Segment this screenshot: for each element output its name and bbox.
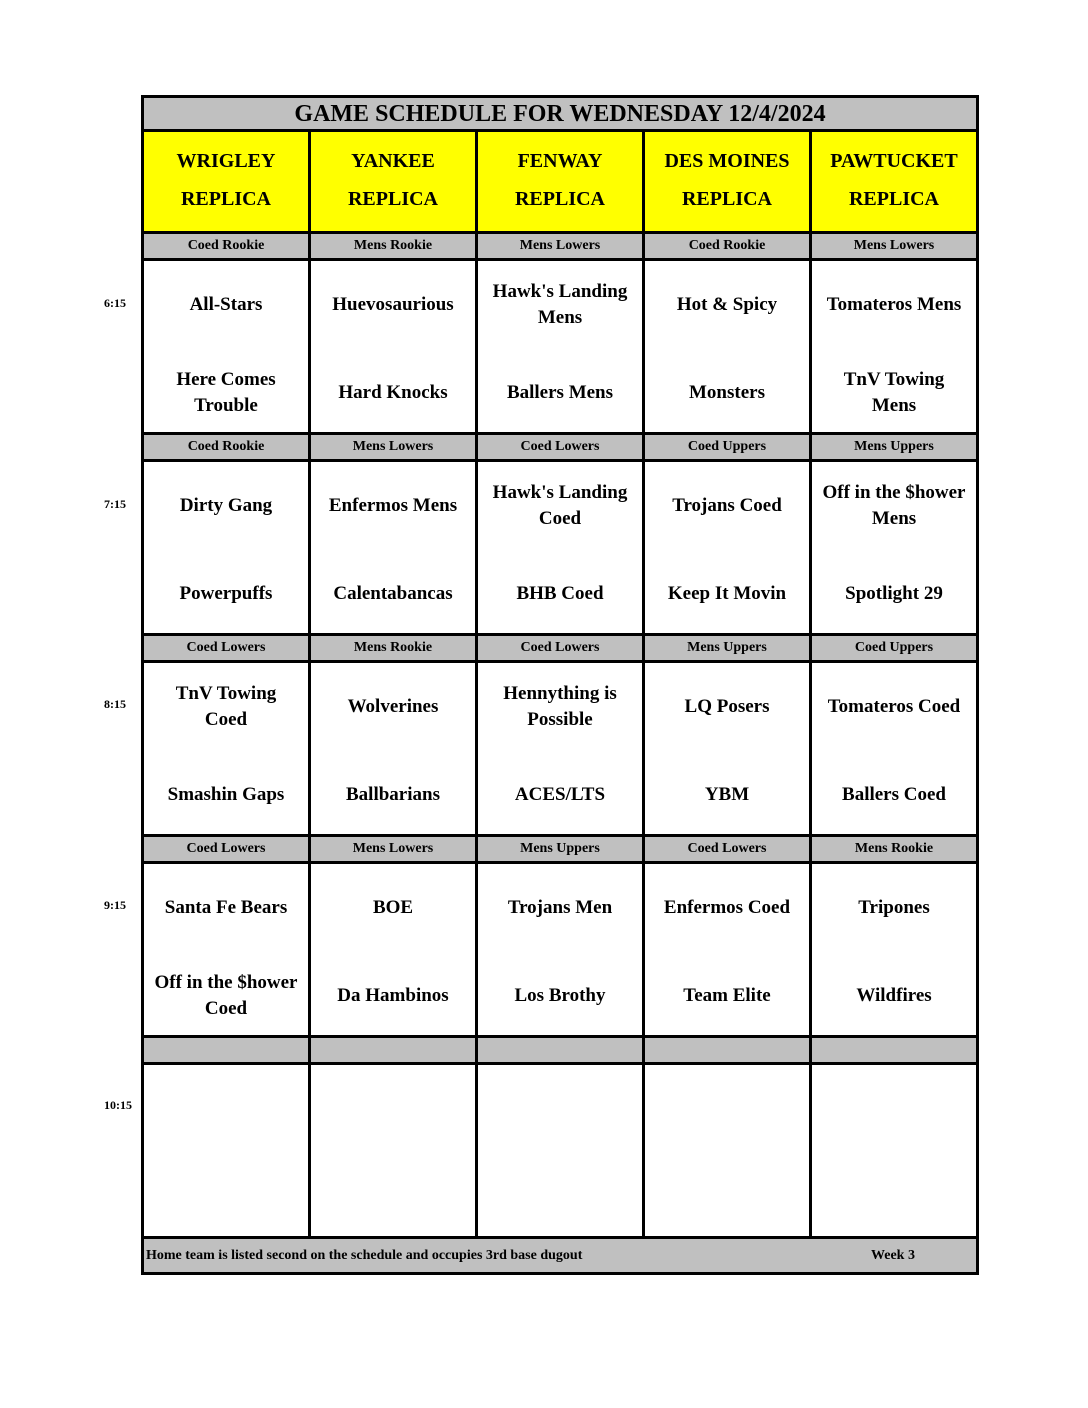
game-cell (812, 864, 979, 1038)
division-label: Coed Lowers (141, 837, 311, 864)
game-cell (812, 261, 979, 435)
team-name-line: Possible (527, 709, 593, 730)
division-row (141, 636, 979, 663)
team-name-line: Hard Knocks (338, 382, 448, 403)
team-name-line: Tomateros Coed (827, 696, 961, 717)
team-name-line: Powerpuffs (179, 583, 273, 604)
away-team (645, 493, 809, 519)
division-label (311, 1038, 478, 1065)
time-label: 8:15 (104, 697, 126, 711)
team-name-line: Mens (871, 395, 917, 416)
home-team (311, 782, 475, 808)
away-team (812, 895, 976, 921)
game-cell (311, 663, 478, 837)
schedule-footer (141, 1239, 979, 1275)
venue-des-moines: DES MOINES REPLICA (645, 132, 812, 234)
away-team (144, 493, 308, 519)
team-name-line: Hennything is (503, 683, 617, 704)
games-row (141, 864, 979, 1038)
team-name-line: Trojans Coed (672, 495, 782, 516)
division-label: Mens Uppers (478, 837, 645, 864)
division-label: Mens Uppers (812, 435, 979, 462)
team-name-line: Tripones (858, 897, 930, 918)
team-name-line: Spotlight 29 (845, 583, 943, 604)
away-team (812, 480, 976, 532)
venue-yankee: YANKEE REPLICA (311, 132, 478, 234)
game-cell (311, 864, 478, 1038)
away-team (144, 681, 308, 733)
game-cell (141, 663, 311, 837)
team-name-line: Here Comes (176, 369, 276, 390)
home-team (812, 581, 976, 607)
away-team (812, 694, 976, 720)
schedule-title: GAME SCHEDULE FOR WEDNESDAY 12/4/2024 (141, 95, 979, 132)
team-name-line: Enfermos Coed (663, 897, 791, 918)
team-name-line: Off in the $hower (154, 972, 298, 993)
team-name-line: Mens (537, 307, 583, 328)
away-team (478, 895, 642, 921)
division-label: Mens Lowers (311, 837, 478, 864)
away-team (144, 895, 308, 921)
game-cell (311, 462, 478, 636)
division-label: Mens Uppers (645, 636, 812, 663)
venue-header-row (141, 132, 979, 234)
team-name-line: ACES/LTS (514, 784, 606, 805)
time-label: 9:15 (104, 898, 126, 912)
game-cell (141, 462, 311, 636)
division-label: Mens Lowers (311, 435, 478, 462)
team-name-line: Mens (871, 508, 917, 529)
home-team (311, 983, 475, 1009)
time-slots (141, 234, 979, 1239)
away-team (478, 681, 642, 733)
division-label: Mens Lowers (478, 234, 645, 261)
team-name-line: Coed (204, 709, 248, 730)
home-team (478, 581, 642, 607)
game-cell (478, 663, 645, 837)
team-name-line: Da Hambinos (337, 985, 449, 1006)
games-row (141, 462, 979, 636)
schedule-table (141, 95, 979, 1275)
away-team (645, 292, 809, 318)
team-name-line: Trojans Men (507, 897, 613, 918)
team-name-line: Huevosaurious (332, 294, 454, 315)
home-team (144, 367, 308, 419)
division-label: Coed Uppers (812, 636, 979, 663)
venue-wrigley: WRIGLEY REPLICA (141, 132, 311, 234)
away-team (311, 292, 475, 318)
home-team (144, 581, 308, 607)
game-cell (812, 462, 979, 636)
home-team (478, 782, 642, 808)
home-team (478, 983, 642, 1009)
division-label: Coed Lowers (645, 837, 812, 864)
division-label (645, 1038, 812, 1065)
home-team (478, 380, 642, 406)
team-name-line: Wildfires (856, 985, 932, 1006)
home-team (645, 782, 809, 808)
team-name-line: Hawk's Landing (492, 482, 628, 503)
home-team (311, 581, 475, 607)
team-name-line: Hot & Spicy (676, 294, 778, 315)
team-name-line: YBM (704, 784, 750, 805)
team-name-line: Dirty Gang (179, 495, 273, 516)
division-label: Coed Uppers (645, 435, 812, 462)
division-label: Coed Rookie (141, 435, 311, 462)
game-cell (478, 261, 645, 435)
game-cell (141, 261, 311, 435)
away-team (311, 694, 475, 720)
home-team (812, 983, 976, 1009)
team-name-line: Ballers Coed (842, 784, 946, 805)
team-name-line: Coed (538, 508, 582, 529)
games-row (141, 663, 979, 837)
team-name-line: Calentabancas (333, 583, 453, 604)
team-name-line: Trouble (194, 395, 258, 416)
team-name-line: Enfermos Mens (328, 495, 458, 516)
team-name-line: BOE (372, 897, 414, 918)
game-cell (645, 261, 812, 435)
time-label: 7:15 (104, 497, 126, 511)
team-name-line: Coed (204, 998, 248, 1019)
away-team (311, 493, 475, 519)
game-cell (478, 864, 645, 1038)
game-cell (645, 1065, 812, 1239)
home-team (645, 380, 809, 406)
home-team-note: Home team is listed second on the schedule and occupies 3rd base dugout (146, 1248, 583, 1263)
division-label: Coed Rookie (645, 234, 812, 261)
away-team (812, 292, 976, 318)
division-row (141, 837, 979, 864)
home-team (812, 367, 976, 419)
division-label (478, 1038, 645, 1065)
team-name-line: Smashin Gaps (167, 784, 285, 805)
time-label: 10:15 (104, 1098, 132, 1112)
time-label: 6:15 (104, 296, 126, 310)
game-cell (478, 462, 645, 636)
home-team (812, 782, 976, 808)
team-name-line: Tomateros Mens (826, 294, 962, 315)
division-label: Mens Lowers (812, 234, 979, 261)
game-cell (645, 663, 812, 837)
games-row (141, 261, 979, 435)
game-cell (812, 1065, 979, 1239)
team-name-line: BHB Coed (516, 583, 604, 604)
team-name-line: Los Brothy (514, 985, 606, 1006)
team-name-line: Hawk's Landing (492, 281, 628, 302)
game-cell (311, 1065, 478, 1239)
game-cell (812, 663, 979, 837)
home-team (645, 983, 809, 1009)
away-team (478, 279, 642, 331)
division-label: Coed Lowers (478, 636, 645, 663)
team-name-line: Ballbarians (346, 784, 440, 805)
division-label: Coed Rookie (141, 234, 311, 261)
game-cell (645, 864, 812, 1038)
home-team (144, 970, 308, 1022)
game-cell (478, 1065, 645, 1239)
division-row (141, 234, 979, 261)
division-label: Coed Lowers (141, 636, 311, 663)
team-name-line: Ballers Mens (506, 382, 614, 403)
game-cell (141, 1065, 311, 1239)
venue-fenway: FENWAY REPLICA (478, 132, 645, 234)
division-label: Mens Rookie (311, 636, 478, 663)
away-team (144, 292, 308, 318)
team-name-line: LQ Posers (684, 696, 770, 717)
team-name-line: TnV Towing (843, 369, 945, 390)
week-label: Week 3 (871, 1248, 915, 1263)
game-cell (311, 261, 478, 435)
home-team (311, 380, 475, 406)
team-name-line: Wolverines (347, 696, 439, 717)
division-row (141, 435, 979, 462)
team-name-line: Off in the $hower (822, 482, 966, 503)
game-cell (141, 864, 311, 1038)
division-label: Coed Lowers (478, 435, 645, 462)
games-row (141, 1065, 979, 1239)
venue-pawtucket: PAWTUCKET REPLICA (812, 132, 979, 234)
division-label (812, 1038, 979, 1065)
away-team (645, 895, 809, 921)
division-label: Mens Rookie (812, 837, 979, 864)
away-team (478, 480, 642, 532)
home-team (144, 782, 308, 808)
team-name-line: Santa Fe Bears (164, 897, 288, 918)
game-cell (645, 462, 812, 636)
division-label: Mens Rookie (311, 234, 478, 261)
division-row (141, 1038, 979, 1065)
division-label (141, 1038, 311, 1065)
team-name-line: TnV Towing (175, 683, 277, 704)
team-name-line: Team Elite (683, 985, 771, 1006)
away-team (311, 895, 475, 921)
home-team (645, 581, 809, 607)
away-team (645, 694, 809, 720)
team-name-line: All-Stars (189, 294, 263, 315)
team-name-line: Keep It Movin (667, 583, 787, 604)
team-name-line: Monsters (689, 382, 765, 403)
